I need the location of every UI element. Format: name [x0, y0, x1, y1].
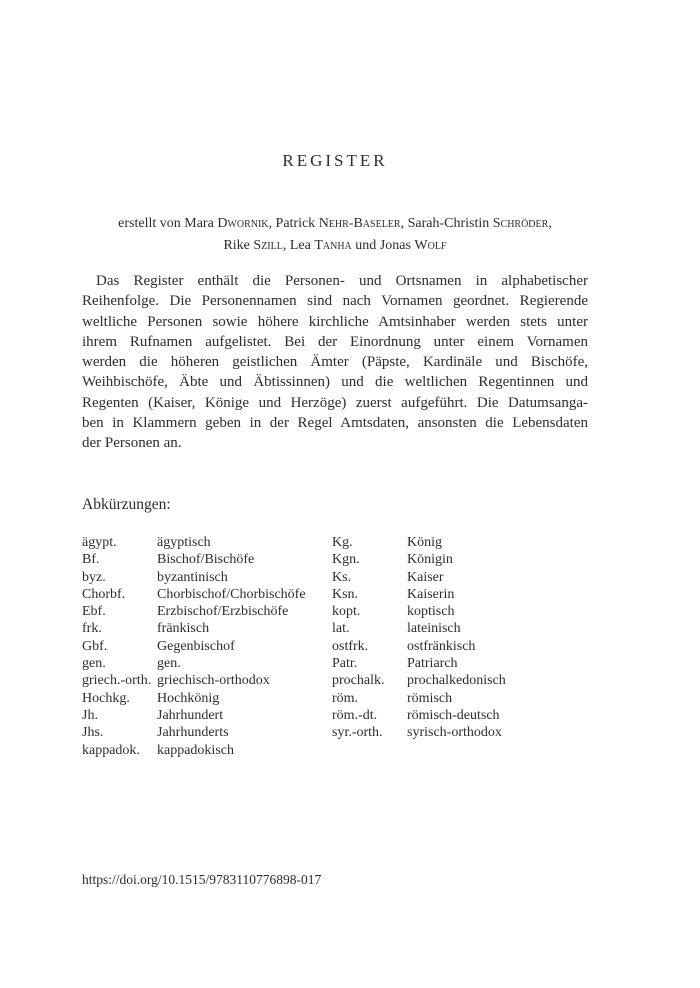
abbreviation-row — [82, 655, 332, 672]
abbreviation-meaning: gen. — [157, 656, 181, 672]
abbreviation-key: syr.-orth. — [332, 725, 383, 741]
abbreviation-row — [332, 620, 588, 637]
abbreviation-key: Kg. — [332, 535, 353, 550]
abbreviation-key: kappadok. — [82, 742, 140, 758]
abbreviation-key: prochalk. — [332, 673, 385, 689]
abbreviation-row — [82, 534, 332, 551]
intro-line-1: Das Register enthält die Personen- und Ortsnamen in alphabetischer — [96, 273, 588, 289]
author-surname: Nehr-Baseler — [318, 216, 401, 231]
abbreviation-meaning: ostfränkisch — [407, 638, 476, 654]
abbreviation-meaning: Kaiser — [407, 569, 444, 585]
abbreviation-key: Ks. — [332, 569, 352, 585]
abbreviation-meaning: kappadokisch — [157, 742, 234, 758]
abbreviation-row — [82, 586, 332, 603]
abbreviation-meaning: lateinisch — [407, 621, 461, 637]
abbreviation-meaning: syrisch-orthodox — [407, 725, 502, 741]
abbreviations-column-left — [82, 534, 332, 759]
abbreviation-row — [82, 672, 332, 689]
page-title: REGISTER — [282, 151, 388, 170]
abbreviation-key: kopt. — [332, 604, 361, 620]
abbreviation-meaning: Bischof/Bischöfe — [157, 552, 255, 568]
abbreviation-key: ägypt. — [82, 535, 117, 550]
abbreviation-meaning: Chorbischof/Chorbischöfe — [157, 586, 306, 602]
authors-block — [82, 213, 588, 257]
abbreviation-meaning: römisch-deutsch — [407, 707, 500, 723]
abbreviation-row — [332, 638, 588, 655]
abbreviation-key: röm.-dt. — [332, 707, 378, 723]
abbreviation-meaning: König — [407, 535, 442, 550]
abbreviation-meaning: koptisch — [407, 604, 455, 620]
abbreviation-meaning: byzantinisch — [157, 569, 228, 585]
abbreviation-meaning: Kaiserin — [407, 586, 455, 602]
abbreviation-row — [332, 655, 588, 672]
abbreviation-key: Kgn. — [332, 552, 360, 568]
abbreviation-key: Ebf. — [82, 604, 106, 620]
intro-line-2: Reihenfolge. Die Personennamen sind nach Vornamen geordnet. Regierende — [82, 293, 588, 310]
abbreviation-row — [332, 534, 588, 551]
abbreviation-row — [82, 569, 332, 586]
abbreviation-row — [82, 724, 332, 741]
abbreviation-row — [332, 586, 588, 603]
intro-line-3: weltliche Personen sowie höhere kirchliche Amtsinhaber werden stets unter — [82, 313, 588, 330]
author-text: , Sarah-Christin — [400, 216, 493, 231]
abbreviation-key: gen. — [82, 656, 106, 672]
abbreviation-key: byz. — [82, 569, 106, 585]
abbreviation-meaning: fränkisch — [157, 621, 210, 637]
abbreviation-row — [332, 690, 588, 707]
abbreviation-key: lat. — [332, 621, 350, 637]
abbreviations-columns — [82, 534, 588, 759]
abbreviation-row — [332, 603, 588, 620]
abbreviation-meaning: ägyptisch — [157, 535, 211, 550]
abbreviation-row — [82, 638, 332, 655]
abbreviation-row — [82, 742, 332, 759]
doi-link[interactable]: https://doi.org/10.1515/9783110776898-017 — [82, 872, 322, 887]
abbreviation-meaning: Patriarch — [407, 656, 458, 672]
abbreviation-meaning: römisch — [407, 690, 453, 706]
abbreviation-key: Hochkg. — [82, 690, 130, 706]
abbreviations-heading: Abkürzungen: — [82, 496, 171, 513]
abbreviation-meaning: griechisch-orthodox — [157, 673, 270, 689]
abbreviation-key: röm. — [332, 690, 359, 706]
abbreviation-key: frk. — [82, 621, 102, 637]
abbreviation-meaning: Jahrhundert — [157, 707, 224, 723]
abbreviation-row — [82, 707, 332, 724]
intro-line-7: Regenten (Kaiser, Könige und Herzöge) zuerst aufgeführt. Die Datumsanga- — [82, 394, 588, 411]
intro-line-4: ihrem Rufnamen aufgelistet. Bei der Einordnung unter einem Vornamen — [82, 333, 588, 350]
abbreviation-row — [82, 690, 332, 707]
abbreviation-row — [332, 551, 588, 568]
intro-line-8: ben in Klammern geben in der Regel Amtsdaten, ansonsten die Lebensdaten — [82, 415, 588, 432]
abbreviations-section — [82, 496, 588, 759]
intro-line-6: Weihbischöfe, Äbte und Äbtissinnen) und die weltlichen Regentinnen und — [82, 374, 588, 391]
abbreviation-key: Bf. — [82, 552, 100, 568]
abbreviation-row — [82, 551, 332, 568]
authors-line-1 — [82, 213, 588, 235]
intro-line-9: der Personen an. — [82, 435, 182, 452]
abbreviation-key: Jhs. — [82, 725, 104, 741]
abbreviations-column-right — [332, 534, 588, 759]
abbreviation-key: griech.-orth. — [82, 673, 152, 689]
abbreviation-key: Jh. — [82, 707, 98, 723]
abbreviation-meaning: Hochkönig — [157, 690, 220, 706]
intro-line-5: werden die höheren geistlichen Ämter (Päpste, Kardinäle und Bischöfe, — [82, 354, 588, 371]
abbreviation-meaning: Gegenbischof — [157, 638, 235, 654]
abbreviation-meaning: prochalkedonisch — [407, 673, 506, 689]
abbreviation-row — [82, 620, 332, 637]
author-text: , — [548, 216, 552, 231]
abbreviation-row — [82, 603, 332, 620]
authors-line-2 — [82, 235, 588, 257]
abbreviation-row — [332, 569, 588, 586]
abbreviation-key: Chorbf. — [82, 586, 126, 602]
intro-paragraph — [82, 271, 588, 454]
abbreviation-meaning: Königin — [407, 552, 453, 568]
author-surname: Tanha — [314, 238, 352, 253]
abbreviation-row — [332, 672, 588, 689]
abbreviation-key: Gbf. — [82, 638, 108, 654]
abbreviation-meaning: Jahrhunderts — [157, 725, 229, 741]
author-surname: Dwornik — [217, 216, 269, 231]
abbreviation-row — [332, 724, 588, 741]
author-surname: Schröder — [492, 216, 549, 231]
author-text: und Jonas — [351, 238, 415, 253]
abbreviation-key: Ksn. — [332, 586, 359, 602]
author-text: , Lea — [282, 238, 315, 253]
author-surname: Szill — [253, 238, 283, 253]
author-surname: Wolf — [414, 238, 447, 253]
abbreviation-row — [332, 707, 588, 724]
abbreviation-meaning: Erzbischof/Erzbischöfe — [157, 604, 289, 620]
author-text: erstellt von Mara — [118, 216, 218, 231]
author-text: Rike — [223, 238, 254, 253]
abbreviation-key: Patr. — [332, 656, 358, 672]
author-text: , Patrick — [268, 216, 319, 231]
abbreviation-key: ostfrk. — [332, 638, 369, 654]
